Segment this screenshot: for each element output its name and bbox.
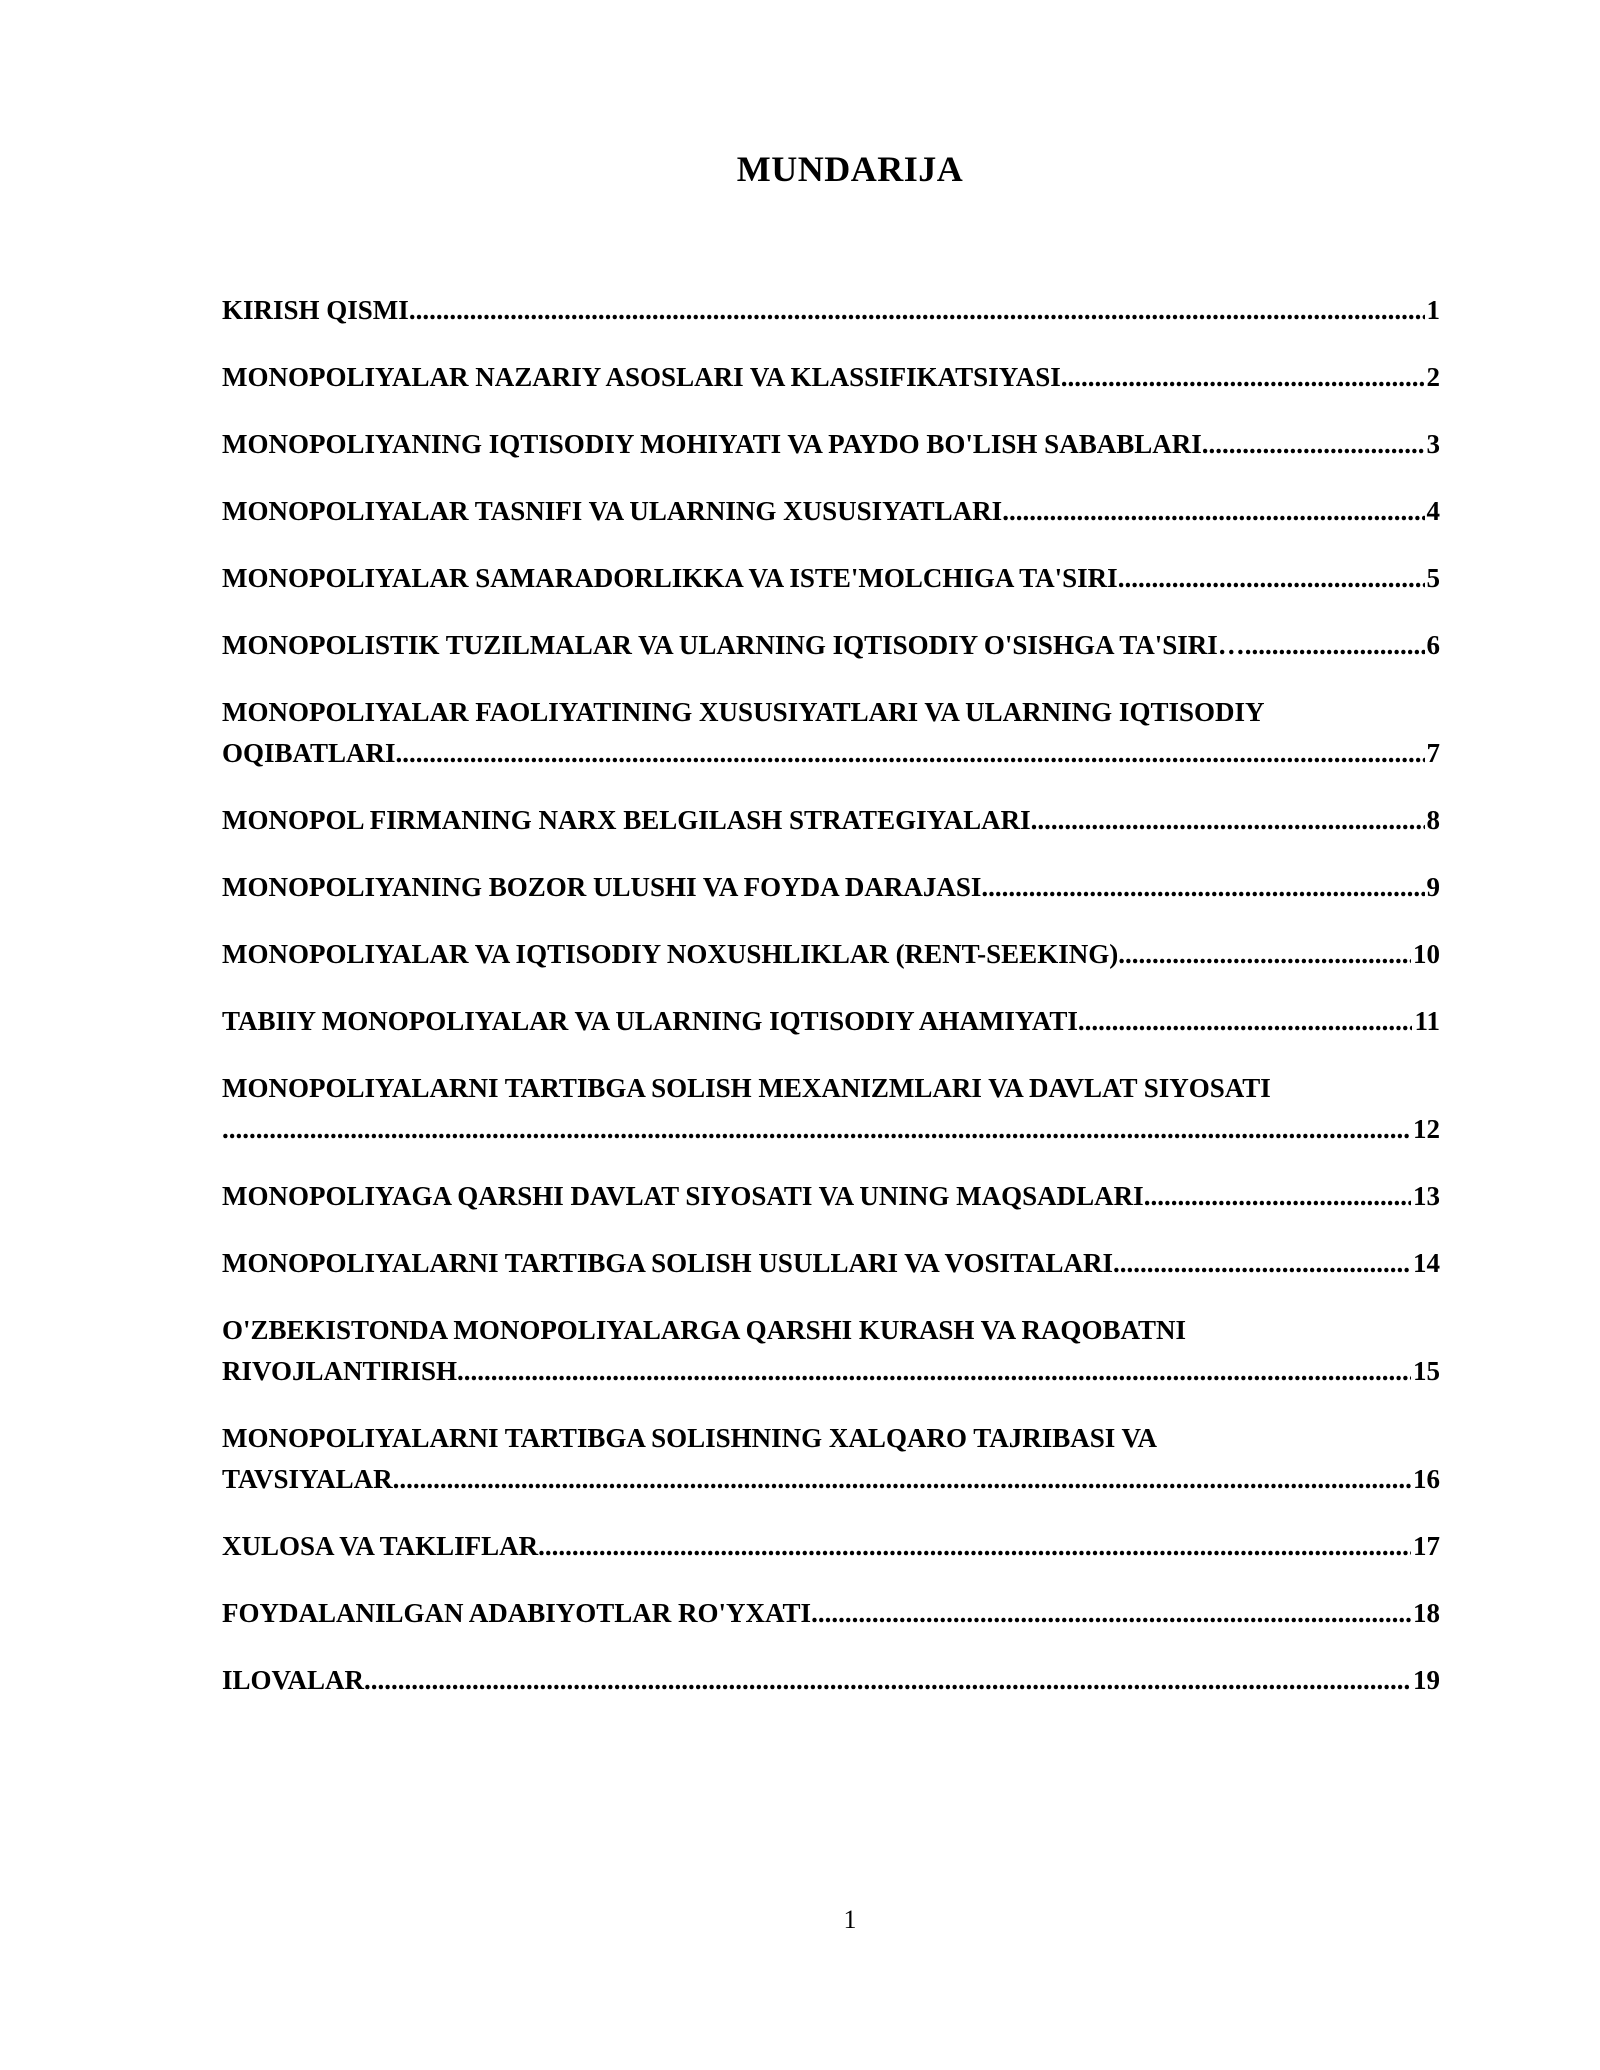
toc-entry-first-line: MONOPOLIYALAR FAOLIYATINING XUSUSIYATLARI VA ULARNING IQTISODIY: [222, 697, 1265, 727]
toc-entry: [222, 357, 1440, 398]
toc-entry: [222, 934, 1440, 975]
toc-leader-dots: [1078, 1001, 1413, 1042]
toc-entry-title: MONOPOL FIRMANING NARX BELGILASH STRATEGIYALARI: [222, 805, 1031, 835]
toc-entry-line: [222, 733, 1440, 774]
toc-entry-page: 2: [1426, 362, 1440, 392]
toc-entry-first-line: MONOPOLIYALARNI TARTIBGA SOLISHNING XALQARO TAJRIBASI VA: [222, 1423, 1158, 1453]
toc-entry-line: [222, 558, 1440, 599]
toc-entry-line: [222, 1526, 1440, 1567]
toc-leader-dots: [1113, 1243, 1411, 1284]
toc-entry: [222, 1243, 1440, 1284]
toc-entry-page: 3: [1426, 429, 1440, 459]
toc-leader-dots: [1118, 934, 1411, 975]
toc-entry-title: MONOPOLISTIK TUZILMALAR VA ULARNING IQTISODIY O'SISHGA TA'SIRI…: [222, 630, 1245, 660]
toc-entry-title: TABIIY MONOPOLIYALAR VA ULARNING IQTISODIY AHAMIYATI: [222, 1006, 1078, 1036]
toc-entry: [222, 1593, 1440, 1634]
toc-entry: [222, 692, 1440, 774]
toc-entry-page: 19: [1413, 1665, 1440, 1695]
toc-leader-dots: [1002, 491, 1424, 532]
toc-entry: [222, 558, 1440, 599]
toc-leader-dots: [396, 733, 1425, 774]
toc-entry-line: [222, 867, 1440, 908]
toc-entry-title: MONOPOLIYALAR VA IQTISODIY NOXUSHLIKLAR (RENT-SEEKING): [222, 939, 1119, 969]
toc-entry-line: [222, 1001, 1440, 1042]
toc-entry-line: [222, 491, 1440, 532]
toc-entry-page: 17: [1413, 1531, 1440, 1561]
toc-entry: [222, 1660, 1440, 1701]
page-number: 1: [843, 1905, 857, 1934]
toc-entry-title: RIVOJLANTIRISH: [222, 1356, 458, 1386]
toc-entry-page: 10: [1413, 939, 1440, 969]
toc-entry-title: MONOPOLIYALARNI TARTIBGA SOLISH USULLARI VA VOSITALARI: [222, 1248, 1114, 1278]
toc-entry-title: MONOPOLIYALAR NAZARIY ASOSLARI VA KLASSIFIKATSIYASI: [222, 362, 1061, 392]
toc-entry-first-line: O'ZBEKISTONDA MONOPOLIYALARGA QARSHI KURASH VA RAQOBATNI: [222, 1315, 1186, 1345]
toc-entry-page: 5: [1426, 563, 1440, 593]
table-of-contents: [222, 290, 1440, 1727]
toc-entry-title: MONOPOLIYANING BOZOR ULUSHI VA FOYDA DARAJASI: [222, 872, 982, 902]
toc-entry-page: 12: [1413, 1114, 1440, 1144]
toc-entry-line: [222, 625, 1440, 666]
toc-leader-dots: [393, 1459, 1411, 1500]
toc-entry-line: [222, 1593, 1440, 1634]
toc-entry: [222, 1068, 1440, 1150]
toc-entry-page: 1: [1426, 295, 1440, 325]
toc-entry-page: 8: [1426, 805, 1440, 835]
toc-entry: [222, 1310, 1440, 1392]
toc-leader-dots: [538, 1526, 1411, 1567]
toc-leader-dots: [1144, 1176, 1411, 1217]
page-title: MUNDARIJA: [736, 149, 964, 189]
toc-leader-dots: [364, 1660, 1411, 1701]
toc-entry-title: TAVSIYALAR: [222, 1464, 393, 1494]
toc-leader-dots: [1245, 625, 1425, 666]
toc-leader-dots: [409, 290, 1425, 331]
toc-entry: [222, 625, 1440, 666]
toc-entry-title: MONOPOLIYAGA QARSHI DAVLAT SIYOSATI VA UNING MAQSADLARI: [222, 1181, 1144, 1211]
toc-entry: [222, 1526, 1440, 1567]
toc-leader-dots: [1061, 357, 1425, 398]
toc-entry-page: 6: [1426, 630, 1440, 660]
toc-entry-line: [222, 1243, 1440, 1284]
toc-leader-dots: [457, 1351, 1411, 1392]
toc-entry: [222, 290, 1440, 331]
toc-entry-line: [222, 934, 1440, 975]
toc-leader-dots: [1031, 800, 1425, 841]
toc-entry-title: KIRISH QISMI: [222, 295, 409, 325]
toc-entry-page: 15: [1413, 1356, 1440, 1386]
toc-entry-line: [222, 290, 1440, 331]
toc-entry-title: MONOPOLIYALAR TASNIFI VA ULARNING XUSUSIYATLARI: [222, 496, 1003, 526]
toc-entry-line: [222, 424, 1440, 465]
toc-entry-page: 14: [1413, 1248, 1440, 1278]
toc-entry-page: 7: [1426, 738, 1440, 768]
toc-entry: [222, 867, 1440, 908]
toc-leader-dots: [811, 1593, 1411, 1634]
toc-entry-page: 9: [1426, 872, 1440, 902]
toc-leader-dots: [1202, 424, 1425, 465]
toc-entry-line: [222, 357, 1440, 398]
toc-entry-title: FOYDALANILGAN ADABIYOTLAR RO'YXATI: [222, 1598, 812, 1628]
toc-entry-page: 16: [1413, 1464, 1440, 1494]
toc-entry: [222, 1176, 1440, 1217]
toc-entry-first-line: MONOPOLIYALARNI TARTIBGA SOLISH MEXANIZMLARI VA DAVLAT SIYOSATI: [222, 1073, 1271, 1103]
toc-entry-title: OQIBATLARI: [222, 738, 396, 768]
toc-entry: [222, 1418, 1440, 1500]
toc-entry-line: [222, 1351, 1440, 1392]
toc-entry-line: [222, 1109, 1440, 1150]
toc-entry: [222, 424, 1440, 465]
toc-entry-page: 4: [1426, 496, 1440, 526]
toc-leader-dots: [1118, 558, 1425, 599]
toc-entry: [222, 1001, 1440, 1042]
toc-entry: [222, 491, 1440, 532]
toc-entry-line: [222, 800, 1440, 841]
toc-entry: [222, 800, 1440, 841]
toc-entry-page: 13: [1413, 1181, 1440, 1211]
toc-entry-line: [222, 1459, 1440, 1500]
toc-leader-dots: [981, 867, 1424, 908]
toc-entry-line: [222, 1176, 1440, 1217]
toc-entry-page: 18: [1413, 1598, 1440, 1628]
toc-leader-dots: [222, 1109, 1411, 1150]
toc-entry-title: XULOSA VA TAKLIFLAR: [222, 1531, 539, 1561]
toc-entry-title: MONOPOLIYALAR SAMARADORLIKKA VA ISTE'MOLCHIGA TA'SIRI: [222, 563, 1118, 593]
toc-entry-page: 11: [1414, 1006, 1440, 1036]
toc-entry-title: MONOPOLIYANING IQTISODIY MOHIYATI VA PAYDO BO'LISH SABABLARI: [222, 429, 1202, 459]
toc-entry-line: [222, 1660, 1440, 1701]
toc-entry-title: ILOVALAR: [222, 1665, 365, 1695]
